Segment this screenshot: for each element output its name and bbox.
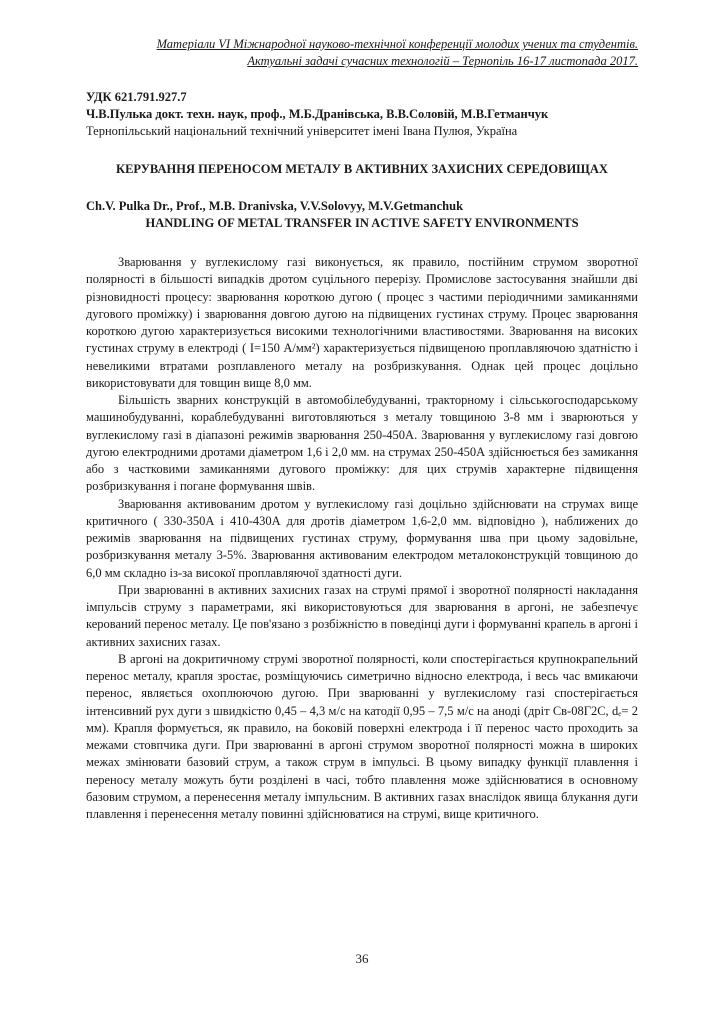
paragraph: Зварювання активованим дротом у вуглекислому газі доцільно здійснювати на струмах вище критичного ( 330-350А і 410-430А для дротів діаметром 1,6-2,0 мм. відповідно ), наближених до режимів зварювання на підвищених густинах струму, формування шва при цьому задовільне, розбризкування металу 3-5%. Зварювання активованим електродом металоконструкцій товщиною до 6,0 мм складно із-за високої проплавляючої здатності дуги. (86, 496, 638, 580)
title-ua: КЕРУВАННЯ ПЕРЕНОСОМ МЕТАЛУ В АКТИВНИХ ЗАХИСНИХ СЕРЕДОВИЩАХ (116, 162, 608, 176)
udk-code: УДК 621.791.927.7 (86, 90, 187, 104)
page (86, 36, 638, 823)
title-en: HANDLING OF METAL TRANSFER IN ACTIVE SAFETY ENVIRONMENTS (145, 216, 579, 230)
header-line-1: Матеріали VI Міжнародної науково-технічної конференції молодих учених та студентів. (156, 37, 638, 51)
authors-en: Ch.V. Pulka Dr., Prof., M.B. Dranivska, V.V.Solovyy, M.V.Getmanchuk (86, 199, 464, 213)
authors-ua: Ч.В.Пулька докт. техн. наук, проф., М.Б.Дранівська, В.В.Соловій, М.В.Гетманчук (86, 107, 549, 121)
paragraph: При зварюванні в активних захисних газах на струмі прямої і зворотної полярності накладання імпульсів струму з параметрами, які використовуються для зварювання в аргоні, не забезпечує керований перенос металу. Це пов'язано з розбіжністю в поведінці дуги і формуванні крапель в аргоні і активних захисних газах. (86, 582, 638, 649)
paragraph: Більшість зварних конструкцій в автомобілебудуванні, тракторному і сільськогосподарському машинобудуванні, кораблебудуванні виготовляються з металу товщиною 3-8 мм і зварюються у вуглекислому газі в діапазоні режимів зварювання 250-450А. Зварювання у вуглекислому газі довгою дугою електродними дротами діаметром 1,6 і 2,0 мм. на струмах 250-450А здійснюється без замикання або з частковими замиканнями дугового проміжку: для цих струмів характерне підвищення розбризкування і погане формування швів. (86, 393, 638, 494)
page-number: 36 (355, 951, 369, 966)
paragraph: Зварювання у вуглекислому газі виконується, як правило, постійним струмом зворотної полярності в більшості випадків дротом суцільного перерізу. Промислове застосування знайшли дві різновидності процесу: зварювання короткою дугою ( процес з частими періодичними замиканнями дугового проміжку) і зварювання довгою дугою на підвищених густинах струму. Процес зварювання короткою дугою характеризується високими технологічними властивостями. Зварювання на високих густинах струму в електроді ( I=150 А/мм²) характеризується підвищеною проплавляючою здатністю і невеликими втратами розплавленого металу на розбризкування. Однак цей процес доцільно використовувати для товщин вище 8,0 мм. (86, 255, 638, 390)
article-body (86, 254, 638, 823)
header-line-2: Актуальні задачі сучасних технологій – Тернопіль 16-17 листопада 2017. (247, 54, 638, 68)
running-header (86, 36, 638, 70)
affiliation: Тернопільський національний технічний університет імені Івана Пулюя, Україна (86, 124, 518, 138)
paragraph: В аргоні на докритичному струмі зворотної полярності, коли спостерігається крупнокрапельний перенос металу, крапля зростає, розміщуючись симетрично відносно електрода, і весь час вмикаючи перенос, являється охоплюючою дугою. При зварюванні у вуглекислому газі спостерігається інтенсивний рух дуги з швидкістю 0,45 – 4,3 м/с на катодії 0,95 – 7,5 м/с на аноді (дріт Св-08Г2С, dₑ= 2 мм). Крапля формується, як правило, на боковій поверхні електрода і її перенос часто проходить за межами стовпчика дуги. При зварюванні в аргоні струмом зворотної полярності можна в широких межах змінювати базовий струм, а також струм в імпульсі. В цьому випадку функції плавлення і переносу металу можуть бути розділені в часі, тобто плавлення може здійснюватися в основному базовим струмом, а перенесення металу імпульсним. В активних газах внаслідок явища блукання дуги плавлення і перенесення металу повинні здійснюватися на струмі, вище критичного. (86, 651, 638, 821)
